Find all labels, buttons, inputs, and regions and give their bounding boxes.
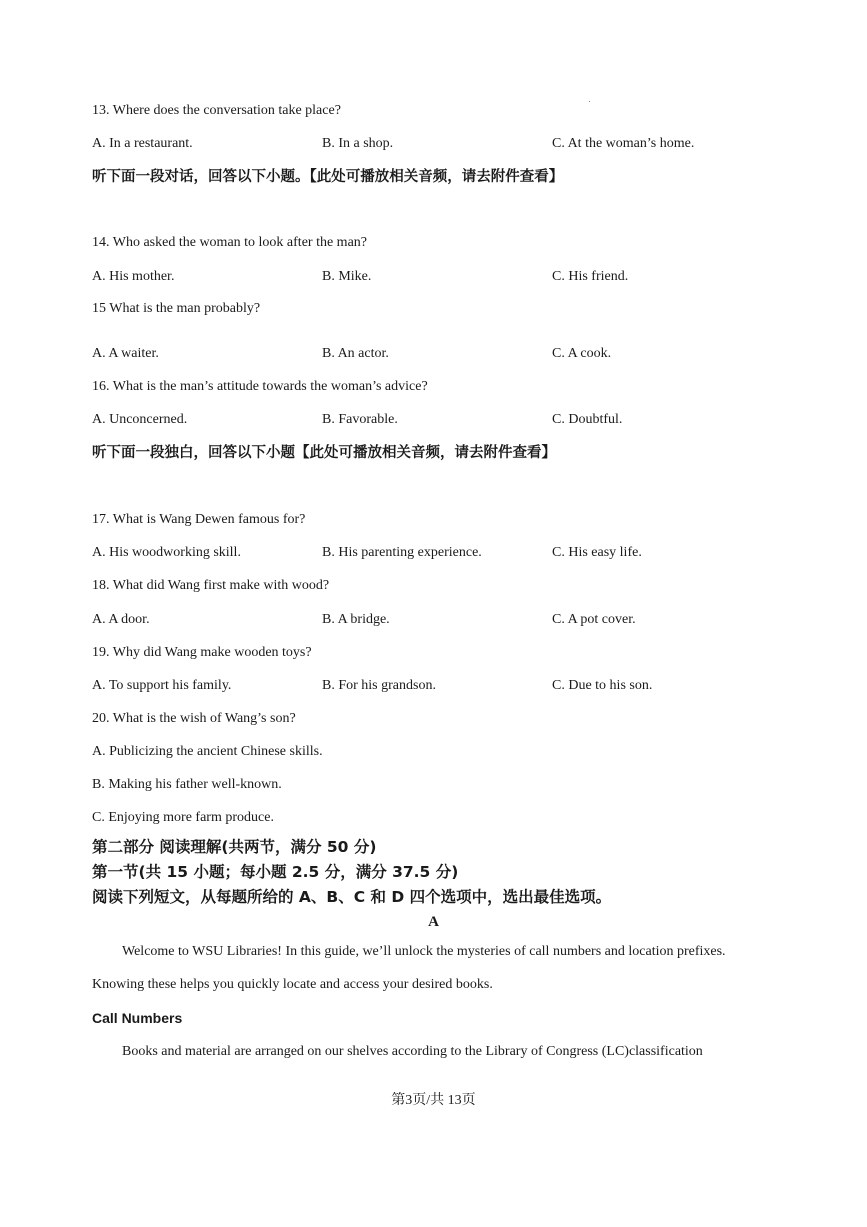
option-c: C. At the woman’s home. [552, 136, 695, 151]
option-c: C. His friend. [552, 269, 629, 284]
option-b: B. A bridge. [322, 612, 390, 627]
question-15-stem: 15 What is the man probably? [92, 301, 261, 316]
option-a: A. Unconcerned. [92, 412, 188, 427]
option-b: B. Mike. [322, 269, 372, 284]
option-a: A. A door. [92, 612, 150, 627]
question-20-option-b: B. Making his father well-known. [92, 777, 282, 792]
question-20-option-a: A. Publicizing the ancient Chinese skills. [92, 744, 323, 759]
part2-title: 第二部分 阅读理解(共两节，满分 50 分) [92, 838, 377, 856]
page-footer: 第3页/共 13页 [391, 1093, 476, 1108]
question-20-stem: 20. What is the wish of Wang’s son? [92, 711, 296, 726]
question-15-options [92, 345, 792, 363]
question-14-stem: 14. Who asked the woman to look after the man? [92, 235, 367, 250]
option-b: B. His parenting experience. [322, 545, 482, 560]
question-17-options [92, 544, 792, 562]
question-16-options [92, 411, 792, 429]
question-14-options [92, 268, 792, 286]
option-c: C. A pot cover. [552, 612, 636, 627]
option-a: A. To support his family. [92, 678, 232, 693]
section1-title: 第一节(共 15 小题；每小题 2.5 分，满分 37.5 分) [92, 863, 459, 881]
option-c: C. His easy life. [552, 545, 642, 560]
option-a: A. In a restaurant. [92, 136, 193, 151]
question-13-options [92, 135, 792, 153]
passage-label: A [428, 914, 439, 930]
option-a: A. His mother. [92, 269, 175, 284]
passage-para1-line1: Welcome to WSU Libraries! In this guide, we’ll unlock the mysteries of call numbers and location prefixes. [122, 944, 726, 959]
question-18-options [92, 611, 792, 629]
reading-instruction: 阅读下列短文，从每题所给的 A、B、C 和 D 四个选项中，选出最佳选项。 [92, 888, 612, 906]
audio-note-monologue: 听下面一段独白，回答以下小题【此处可播放相关音频，请去附件查看】 [92, 445, 556, 461]
option-a: A. A waiter. [92, 346, 159, 361]
question-16-stem: 16. What is the man’s attitude towards the woman’s advice? [92, 379, 428, 394]
option-c: C. Due to his son. [552, 678, 653, 693]
option-b: B. An actor. [322, 346, 389, 361]
option-c: C. Doubtful. [552, 412, 623, 427]
question-20-option-c: C. Enjoying more farm produce. [92, 810, 274, 825]
question-18-stem: 18. What did Wang first make with wood? [92, 578, 330, 593]
option-b: B. Favorable. [322, 412, 398, 427]
question-13-stem: 13. Where does the conversation take place? [92, 103, 341, 118]
audio-note-dialogue: 听下面一段对话，回答以下小题。【此处可播放相关音频，请去附件查看】 [92, 169, 564, 185]
passage-para2-line1: Books and material are arranged on our shelves according to the Library of Congress (LC)classification [122, 1044, 703, 1059]
option-b: B. For his grandson. [322, 678, 436, 693]
passage-para1-line2: Knowing these helps you quickly locate and access your desired books. [92, 977, 493, 992]
question-17-stem: 17. What is Wang Dewen famous for? [92, 512, 306, 527]
option-c: C. A cook. [552, 346, 612, 361]
question-19-stem: 19. Why did Wang make wooden toys? [92, 645, 312, 660]
question-19-options [92, 677, 792, 695]
option-a: A. His woodworking skill. [92, 545, 241, 560]
option-b: B. In a shop. [322, 136, 394, 151]
call-numbers-heading: Call Numbers [92, 1010, 183, 1026]
scan-speck [589, 101, 590, 102]
